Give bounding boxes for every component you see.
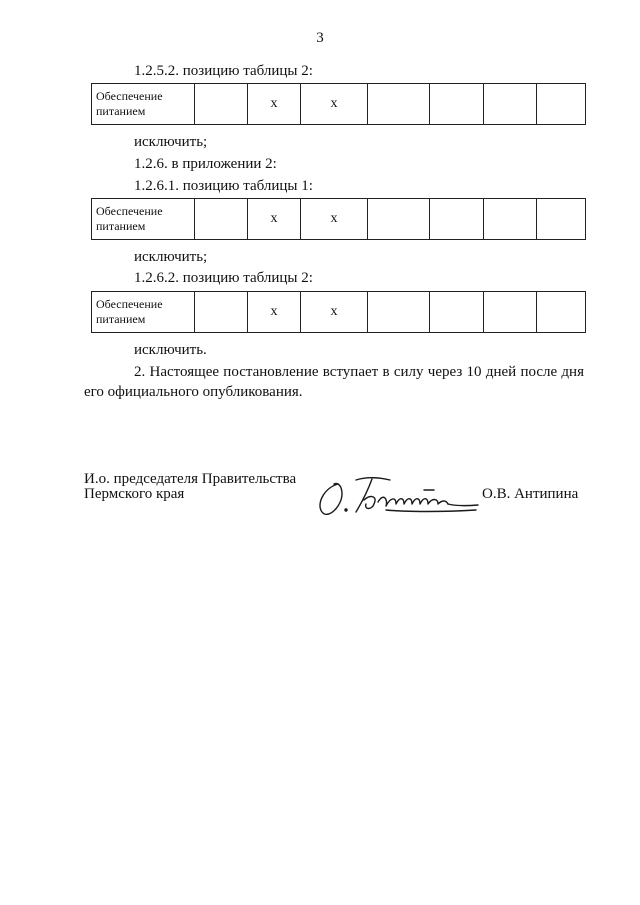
table-cell <box>368 84 430 125</box>
table-cell <box>195 292 248 333</box>
table-cell <box>537 199 586 240</box>
table-cell <box>484 199 537 240</box>
table-cell: х <box>248 84 301 125</box>
position-table-2 <box>91 198 586 240</box>
table-row <box>92 292 586 333</box>
table-row <box>92 84 586 125</box>
clause-2-paragraph: 2. Настоящее постановление вступает в силу через 10 дней после дня его официального опубликования. <box>84 364 584 400</box>
table-cell: Обеспечение питанием <box>92 84 195 125</box>
table-cell <box>195 84 248 125</box>
exclude-text-3: исключить. <box>134 342 207 358</box>
table-cell: х <box>301 292 368 333</box>
table-cell: х <box>301 84 368 125</box>
table-cell: х <box>301 199 368 240</box>
position-table-1 <box>91 83 586 125</box>
table-cell <box>537 292 586 333</box>
table-cell <box>195 199 248 240</box>
table-cell: х <box>248 292 301 333</box>
page-number: 3 <box>316 30 324 46</box>
handwritten-signature <box>316 470 484 522</box>
section-heading-2: 1.2.6.1. позицию таблицы 1: <box>134 178 313 194</box>
table-cell: Обеспечение питанием <box>92 199 195 240</box>
section-heading-3: 1.2.6.2. позицию таблицы 2: <box>134 270 313 286</box>
table-cell: Обеспечение питанием <box>92 292 195 333</box>
signatory-name: О.В. Антипина <box>482 486 579 502</box>
position-table-3 <box>91 291 586 333</box>
signatory-title-line2: Пермского края <box>84 486 185 502</box>
table-cell <box>430 84 484 125</box>
exclude-text-2: исключить; <box>134 249 208 265</box>
section-heading-1: 1.2.5.2. позицию таблицы 2: <box>134 63 313 79</box>
table-cell <box>484 84 537 125</box>
table-cell <box>537 84 586 125</box>
exclude-text-1: исключить; <box>134 134 208 150</box>
table-cell <box>368 199 430 240</box>
table-cell <box>484 292 537 333</box>
appendix-heading: 1.2.6. в приложении 2: <box>134 156 277 172</box>
table-cell <box>368 292 430 333</box>
signatory-title <box>84 472 296 502</box>
signatory-title-line1: И.о. председателя Правительства <box>84 471 297 487</box>
table-cell: х <box>248 199 301 240</box>
table-cell <box>430 292 484 333</box>
table-row <box>92 199 586 240</box>
table-cell <box>430 199 484 240</box>
